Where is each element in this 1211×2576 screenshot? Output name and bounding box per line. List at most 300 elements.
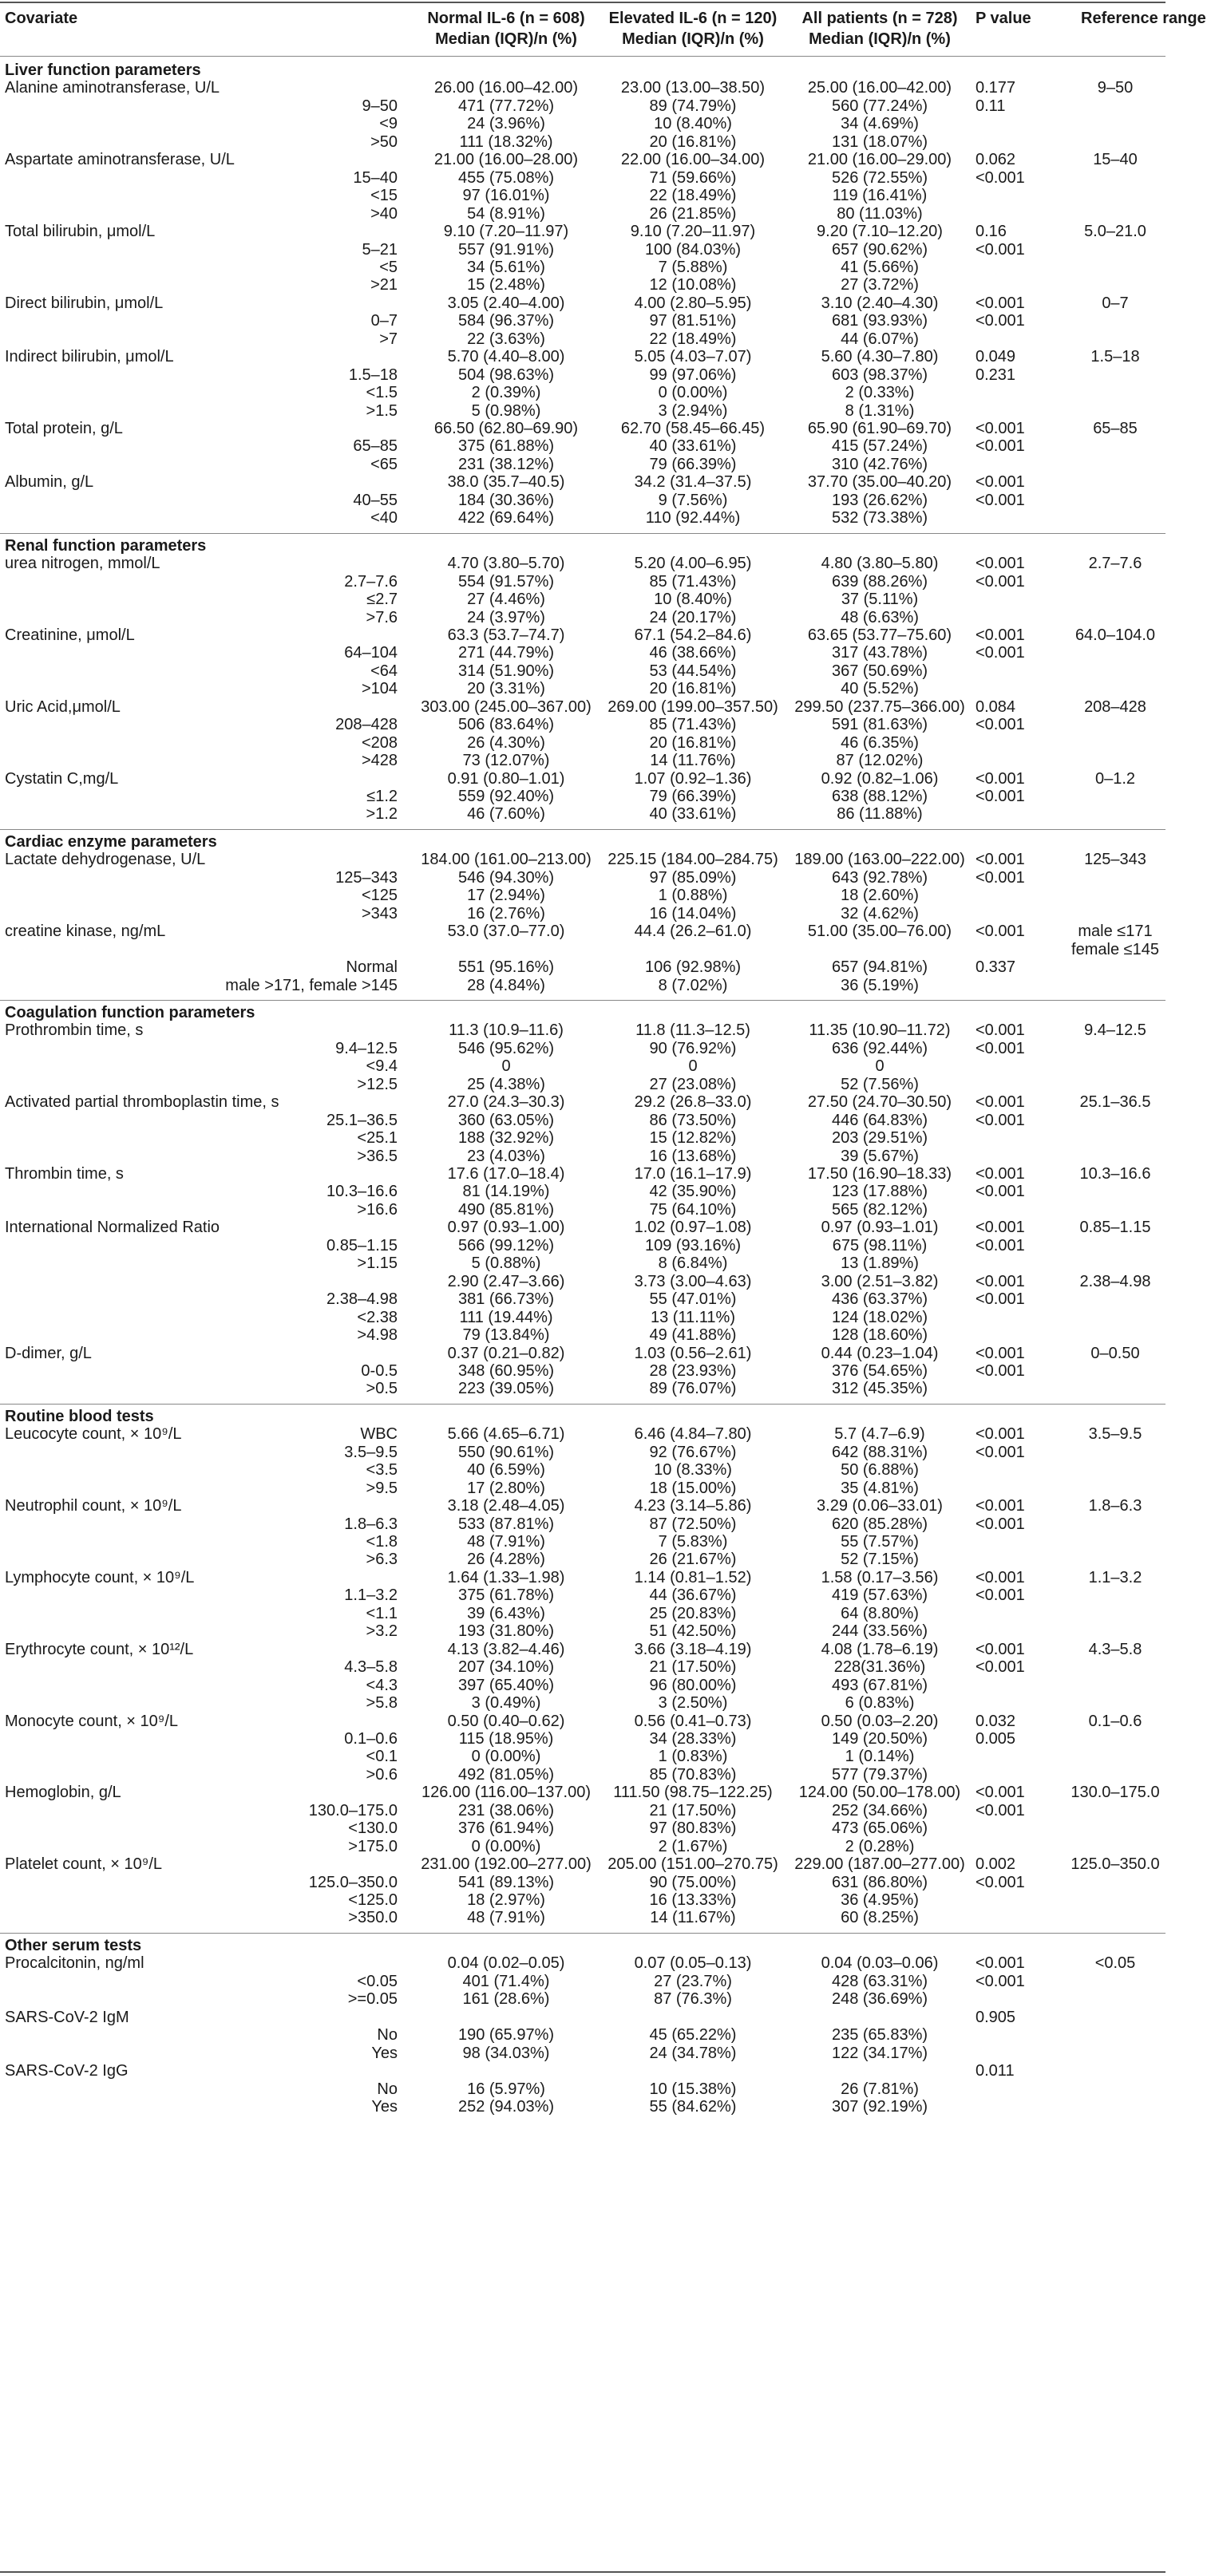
- cell-elevated: 16 (14.04%): [649, 904, 737, 923]
- cell-all: 248 (36.69%): [831, 1990, 928, 2009]
- cell-all: 11.35 (10.90–11.72): [809, 1021, 951, 1040]
- cell-normal: 16 (5.97%): [467, 2080, 545, 2098]
- cell-normal: 231 (38.12%): [457, 455, 555, 473]
- cell-p-value: <0.001: [976, 868, 1025, 887]
- row-sublabel: <9: [379, 115, 398, 133]
- cell-normal: 303.00 (245.00–367.00): [421, 697, 592, 716]
- cell-elevated: 92 (76.67%): [649, 1443, 737, 1461]
- cell-elevated: 26 (21.85%): [649, 204, 737, 223]
- cell-all: 41 (5.66%): [841, 258, 919, 276]
- cell-elevated: 20 (16.81%): [649, 680, 737, 698]
- row-sublabel: >4.98: [357, 1326, 398, 1345]
- cell-elevated: 7 (5.83%): [658, 1533, 728, 1551]
- section-divider: [0, 533, 1165, 534]
- row-sublabel: >428: [361, 752, 398, 770]
- cell-p-value: 0.002: [976, 1855, 1016, 1874]
- row-sublabel: 65–85: [353, 437, 398, 456]
- section-title: Cardiac enzyme parameters: [5, 832, 217, 851]
- cell-reference: male ≤171: [1078, 923, 1153, 941]
- cell-elevated: 8 (6.84%): [658, 1254, 728, 1273]
- cell-normal: 27.0 (24.3–30.3): [447, 1093, 565, 1112]
- cell-elevated: 85 (71.43%): [649, 572, 737, 591]
- cell-reference: 3.5–9.5: [1088, 1425, 1142, 1444]
- cell-p-value: <0.001: [976, 1039, 1025, 1057]
- cell-normal: 11.3 (10.9–11.6): [449, 1021, 564, 1040]
- cell-elevated: 205.00 (151.00–270.75): [607, 1855, 778, 1874]
- cell-elevated: 62.70 (58.45–66.45): [620, 420, 766, 437]
- cell-all: 229.00 (187.00–277.00): [794, 1855, 965, 1874]
- section-divider: [0, 1933, 1165, 1934]
- cell-normal: 2 (0.39%): [471, 384, 541, 402]
- cell-p-value: <0.001: [976, 1093, 1025, 1112]
- row-label: International Normalized Ratio: [5, 1219, 220, 1237]
- row-label: Alanine aminotransferase, U/L: [5, 79, 220, 97]
- cell-reference: 9–50: [1097, 79, 1134, 97]
- cell-normal: 4.70 (3.80–5.70): [447, 555, 565, 573]
- cell-reference: 1.5–18: [1090, 348, 1140, 366]
- cell-reference: 0–1.2: [1094, 769, 1136, 788]
- row-sublabel: 130.0–175.0: [308, 1801, 398, 1819]
- cell-all: 2 (0.28%): [845, 1837, 915, 1855]
- cell-p-value: <0.001: [976, 923, 1025, 941]
- cell-elevated: 1.02 (0.97–1.08): [634, 1219, 752, 1237]
- row-label: Aspartate aminotransferase, U/L: [5, 151, 235, 169]
- cell-normal: 9.10 (7.20–11.97): [443, 223, 569, 241]
- row-sublabel: >0.6: [366, 1765, 398, 1784]
- cell-normal: 348 (60.95%): [457, 1361, 555, 1380]
- cell-p-value: <0.001: [976, 1021, 1025, 1040]
- cell-elevated: 225.15 (184.00–284.75): [607, 851, 778, 869]
- cell-normal: 188 (32.92%): [457, 1129, 555, 1148]
- cell-elevated: 44 (36.67%): [649, 1586, 737, 1605]
- cell-all: 228(31.36%): [833, 1658, 926, 1677]
- row-sublabel: 2.7–7.6: [344, 572, 398, 591]
- cell-all: 419 (57.63%): [831, 1586, 928, 1605]
- header-normal-stat: Median (IQR)/n (%): [435, 30, 577, 48]
- cell-elevated: 22 (18.49%): [649, 330, 737, 348]
- cell-all: 60 (8.25%): [841, 1909, 919, 1927]
- cell-normal: 506 (83.64%): [457, 716, 555, 734]
- cell-all: 40 (5.52%): [841, 680, 919, 698]
- cell-elevated: 90 (76.92%): [649, 1039, 737, 1057]
- cell-normal: 20 (3.31%): [467, 680, 545, 698]
- cell-reference: 10.3–16.6: [1079, 1165, 1151, 1183]
- cell-all: 36 (4.95%): [841, 1891, 919, 1909]
- cell-p-value: <0.001: [976, 1219, 1025, 1237]
- row-sublabel: 1.1–3.2: [344, 1586, 398, 1605]
- row-label: D-dimer, g/L: [5, 1344, 92, 1362]
- row-label: Direct bilirubin, μmol/L: [5, 294, 164, 312]
- cell-normal: 184.00 (161.00–213.00): [421, 851, 592, 869]
- cell-normal: 397 (65.40%): [457, 1676, 555, 1694]
- cell-all: 25.00 (16.00–42.00): [807, 79, 952, 97]
- cell-elevated: 55 (47.01%): [649, 1290, 737, 1309]
- cell-normal: 15 (2.48%): [467, 276, 545, 294]
- row-sublabel: 125–343: [335, 868, 398, 887]
- row-sublabel: <2.38: [357, 1308, 398, 1326]
- cell-normal: 66.50 (62.80–69.90): [433, 420, 579, 437]
- cell-normal: 231.00 (192.00–277.00): [421, 1855, 592, 1874]
- cell-p-value: <0.001: [976, 1425, 1025, 1444]
- cell-elevated: 10 (8.40%): [654, 115, 732, 133]
- cell-normal: 81 (14.19%): [462, 1183, 550, 1201]
- cell-normal: 97 (16.01%): [462, 187, 550, 205]
- cell-p-value: <0.001: [976, 1443, 1025, 1461]
- row-sublabel: 4.3–5.8: [344, 1658, 398, 1677]
- header-reference-range: Reference range: [1081, 10, 1206, 27]
- cell-normal: 79 (13.84%): [462, 1326, 550, 1345]
- cell-p-value: <0.001: [976, 1586, 1025, 1605]
- cell-p-value: <0.001: [976, 1165, 1025, 1183]
- row-sublabel: >1.5: [366, 401, 398, 420]
- cell-normal: 533 (87.81%): [457, 1515, 555, 1533]
- row-sublabel: <130.0: [348, 1819, 398, 1838]
- row-sublabel: >5.8: [366, 1694, 398, 1713]
- cell-elevated: 51 (42.50%): [649, 1622, 737, 1641]
- row-sublabel: >0.5: [366, 1380, 398, 1398]
- header-covariate: Covariate: [5, 10, 78, 27]
- row-sublabel: 9.4–12.5: [335, 1039, 398, 1057]
- header-all-stat: Median (IQR)/n (%): [809, 30, 951, 48]
- cell-p-value: <0.001: [976, 716, 1025, 734]
- row-label: urea nitrogen, mmol/L: [5, 555, 160, 573]
- cell-elevated: 15 (12.82%): [649, 1129, 737, 1148]
- cell-elevated: 71 (59.66%): [649, 168, 737, 187]
- row-sublabel: <5: [379, 258, 398, 276]
- cell-all: 376 (54.65%): [831, 1361, 928, 1380]
- row-sublabel: 1.5–18: [348, 365, 398, 384]
- cell-all: 3.00 (2.51–3.82): [821, 1272, 939, 1290]
- cell-p-value: <0.001: [976, 1640, 1025, 1658]
- cell-normal: 557 (91.91%): [457, 240, 555, 259]
- cell-elevated: 24 (20.17%): [649, 608, 737, 626]
- cell-p-value: 0.16: [976, 223, 1007, 241]
- cell-elevated: 1.07 (0.92–1.36): [634, 769, 752, 788]
- section-title: Other serum tests: [5, 1936, 142, 1954]
- cell-elevated: 53 (44.54%): [649, 662, 737, 680]
- cell-elevated: 1 (0.83%): [658, 1748, 728, 1766]
- cell-normal: 422 (69.64%): [457, 509, 555, 527]
- cell-elevated: 45 (65.22%): [649, 2026, 737, 2045]
- cell-all: 21.00 (16.00–29.00): [807, 151, 952, 169]
- cell-elevated: 14 (11.76%): [650, 752, 736, 770]
- cell-normal: 126.00 (116.00–137.00): [421, 1784, 592, 1802]
- cell-reference-2: female ≤145: [1071, 940, 1159, 958]
- cell-all: 446 (64.83%): [831, 1111, 928, 1129]
- cell-elevated: 40 (33.61%): [649, 437, 737, 456]
- cell-normal: 271 (44.79%): [457, 644, 555, 662]
- cell-elevated: 11.8 (11.3–12.5): [635, 1021, 750, 1040]
- cell-all: 643 (92.78%): [831, 868, 928, 887]
- cell-normal: 73 (12.07%): [462, 752, 550, 770]
- cell-p-value: <0.001: [976, 769, 1025, 788]
- cell-normal: 184 (30.36%): [457, 491, 555, 509]
- cell-normal: 38.0 (35.7–40.5): [447, 473, 565, 492]
- cell-p-value: 0.005: [976, 1729, 1016, 1748]
- cell-elevated: 0.56 (0.41–0.73): [634, 1712, 752, 1730]
- cell-elevated: 34.2 (31.4–37.5): [634, 473, 752, 492]
- cell-normal: 504 (98.63%): [457, 365, 555, 384]
- row-sublabel: Normal: [346, 958, 398, 977]
- cell-p-value: 0.905: [976, 2008, 1016, 2026]
- cell-normal: 559 (92.40%): [457, 788, 555, 805]
- cell-p-value: 0.062: [976, 151, 1016, 169]
- cell-elevated: 97 (85.09%): [649, 868, 737, 887]
- cell-all: 310 (42.76%): [831, 455, 928, 473]
- cell-normal: 401 (71.4%): [462, 1972, 550, 1990]
- cell-normal: 5 (0.88%): [471, 1254, 541, 1273]
- cell-elevated: 24 (34.78%): [649, 2044, 737, 2062]
- row-sublabel: <0.05: [357, 1972, 398, 1990]
- row-label: Creatinine, μmol/L: [5, 626, 135, 644]
- cell-reference: 65–85: [1093, 420, 1138, 437]
- cell-elevated: 55 (84.62%): [649, 2097, 737, 2116]
- cell-all: 473 (65.06%): [831, 1819, 928, 1838]
- cell-elevated: 9.10 (7.20–11.97): [630, 223, 756, 241]
- row-sublabel: No: [377, 2026, 398, 2045]
- cell-elevated: 100 (84.03%): [644, 240, 742, 259]
- cell-normal: 3.05 (2.40–4.00): [447, 294, 565, 312]
- cell-p-value: <0.001: [976, 1658, 1025, 1677]
- cell-all: 5.7 (4.7–6.9): [834, 1425, 925, 1444]
- cell-p-value: 0.084: [976, 697, 1016, 716]
- cell-elevated: 85 (70.83%): [649, 1765, 737, 1784]
- cell-p-value: <0.001: [976, 1954, 1025, 1973]
- cell-elevated: 79 (66.39%): [649, 455, 737, 473]
- cell-elevated: 34 (28.33%): [649, 1729, 737, 1748]
- cell-normal: 541 (89.13%): [457, 1873, 555, 1891]
- row-label: SARS-CoV-2 IgG: [5, 2062, 129, 2080]
- row-sublabel: >1.2: [366, 805, 398, 824]
- row-sublabel: 9–50: [362, 97, 398, 115]
- cell-reference: 0.1–0.6: [1088, 1712, 1142, 1730]
- cell-normal: 0.37 (0.21–0.82): [447, 1344, 565, 1362]
- cell-all: 51.00 (35.00–76.00): [807, 923, 952, 941]
- cell-normal: 252 (94.03%): [457, 2097, 555, 2116]
- row-sublabel: 2.38–4.98: [326, 1290, 398, 1309]
- cell-all: 18 (2.60%): [841, 887, 919, 905]
- cell-normal: 0.97 (0.93–1.00): [447, 1219, 565, 1237]
- row-sublabel: <4.3: [366, 1676, 398, 1694]
- table-bottom-rule: [0, 2571, 1165, 2573]
- cell-all: 80 (11.03%): [837, 204, 923, 223]
- cell-normal: 5 (0.98%): [471, 401, 541, 420]
- cell-normal: 22 (3.63%): [467, 330, 545, 348]
- cell-elevated: 79 (66.39%): [649, 788, 737, 805]
- cell-normal: 54 (8.91%): [467, 204, 545, 223]
- cell-all: 4.80 (3.80–5.80): [821, 555, 939, 573]
- cell-all: 307 (92.19%): [831, 2097, 928, 2116]
- row-label: Activated partial thromboplastin time, s: [5, 1093, 279, 1112]
- cell-p-value: <0.001: [976, 626, 1025, 644]
- cell-all: 27.50 (24.70–30.50): [807, 1093, 952, 1112]
- cell-normal: 21.00 (16.00–28.00): [433, 151, 579, 169]
- row-label: Total bilirubin, μmol/L: [5, 223, 156, 241]
- cell-elevated: 44.4 (26.2–61.0): [634, 923, 752, 941]
- cell-p-value: <0.001: [976, 420, 1025, 437]
- row-label: Uric Acid,μmol/L: [5, 697, 121, 716]
- cell-all: 9.20 (7.10–12.20): [817, 223, 943, 241]
- cell-all: 203 (29.51%): [831, 1129, 928, 1148]
- row-sublabel: <1.8: [366, 1533, 398, 1551]
- row-label: Monocyte count, × 10⁹/L: [5, 1712, 179, 1730]
- cell-normal: 53.0 (37.0–77.0): [447, 923, 565, 941]
- cell-all: 299.50 (237.75–366.00): [794, 697, 965, 716]
- cell-reference: <0.05: [1094, 1954, 1136, 1973]
- header-normal: Normal IL-6 (n = 608): [427, 10, 585, 27]
- row-sublabel: <15: [370, 187, 398, 205]
- row-sublabel: 0–7: [370, 312, 398, 330]
- cell-elevated: 3.73 (3.00–4.63): [634, 1272, 752, 1290]
- cell-normal: 26.00 (16.00–42.00): [433, 79, 579, 97]
- cell-normal: 24 (3.96%): [467, 115, 545, 133]
- cell-elevated: 2 (1.67%): [658, 1837, 728, 1855]
- cell-normal: 190 (65.97%): [457, 2026, 555, 2045]
- row-sublabel: 1.8–6.3: [344, 1515, 398, 1533]
- cell-elevated: 0.07 (0.05–0.13): [634, 1954, 752, 1973]
- cell-normal: 584 (96.37%): [457, 312, 555, 330]
- row-sublabel: <1.1: [366, 1604, 398, 1622]
- cell-normal: 231 (38.06%): [457, 1801, 555, 1819]
- cell-elevated: 17.0 (16.1–17.9): [634, 1165, 752, 1183]
- cell-all: 2 (0.33%): [845, 384, 915, 402]
- cell-normal: 26 (4.28%): [467, 1551, 545, 1569]
- cell-p-value: <0.001: [976, 491, 1025, 509]
- row-label: Neutrophil count, × 10⁹/L: [5, 1497, 182, 1515]
- cell-normal: 115 (18.95%): [458, 1729, 554, 1748]
- cell-p-value: <0.001: [976, 1290, 1025, 1309]
- cell-reference: 2.7–7.6: [1088, 555, 1142, 573]
- cell-all: 63.65 (53.77–75.60): [807, 626, 952, 644]
- cell-all: 0.97 (0.93–1.01): [821, 1219, 939, 1237]
- row-sublabel: 0.85–1.15: [326, 1236, 398, 1254]
- cell-reference: 64.0–104.0: [1074, 626, 1156, 644]
- cell-normal: 360 (63.05%): [457, 1111, 555, 1129]
- cell-normal: 98 (34.03%): [462, 2044, 550, 2062]
- cell-normal: 4.13 (3.82–4.46): [447, 1640, 565, 1658]
- cell-elevated: 16 (13.68%): [649, 1147, 737, 1165]
- cell-elevated: 3 (2.94%): [658, 401, 728, 420]
- cell-elevated: 75 (64.10%): [649, 1200, 737, 1219]
- cell-normal: 492 (81.05%): [457, 1765, 555, 1784]
- cell-normal: 3 (0.49%): [471, 1694, 541, 1713]
- cell-normal: 376 (61.94%): [457, 1819, 555, 1838]
- row-sublabel: No: [377, 2080, 398, 2098]
- cell-elevated: 12 (10.08%): [649, 276, 737, 294]
- row-label: Indirect bilirubin, μmol/L: [5, 348, 174, 366]
- cell-normal: 17 (2.94%): [467, 887, 545, 905]
- cell-all: 312 (45.35%): [831, 1380, 928, 1398]
- row-sublabel: WBC: [360, 1425, 398, 1444]
- cell-normal: 375 (61.78%): [457, 1586, 555, 1605]
- row-sublabel: <125: [361, 887, 398, 905]
- row-sublabel: 10.3–16.6: [326, 1183, 398, 1201]
- row-sublabel: <125.0: [348, 1891, 398, 1909]
- cell-p-value: 0.231: [976, 365, 1016, 384]
- cell-reference: 208–428: [1084, 697, 1146, 716]
- cell-elevated: 1 (0.88%): [658, 887, 728, 905]
- cell-all: 415 (57.24%): [831, 437, 928, 456]
- cell-elevated: 109 (93.16%): [644, 1236, 742, 1254]
- cell-all: 3.10 (2.40–4.30): [821, 294, 939, 312]
- cell-all: 642 (88.31%): [831, 1443, 928, 1461]
- cell-elevated: 13 (11.11%): [651, 1308, 735, 1326]
- cell-p-value: <0.001: [976, 1972, 1025, 1990]
- cell-all: 131 (18.07%): [831, 132, 928, 151]
- cell-reference: 15–40: [1093, 151, 1138, 169]
- cell-normal: 554 (91.57%): [457, 572, 555, 591]
- cell-elevated: 10 (8.40%): [654, 591, 732, 609]
- cell-p-value: <0.001: [976, 644, 1025, 662]
- cell-all: 577 (79.37%): [831, 1765, 928, 1784]
- cell-all: 128 (18.60%): [831, 1326, 928, 1345]
- cell-all: 493 (67.81%): [831, 1676, 928, 1694]
- row-label: SARS-CoV-2 IgM: [5, 2008, 129, 2026]
- cell-all: 631 (86.80%): [831, 1873, 928, 1891]
- cell-all: 32 (4.62%): [841, 904, 919, 923]
- cell-elevated: 0: [688, 1057, 698, 1076]
- cell-elevated: 4.23 (3.14–5.86): [634, 1497, 752, 1515]
- cell-all: 591 (81.63%): [831, 716, 928, 734]
- cell-normal: 40 (6.59%): [467, 1461, 545, 1480]
- cell-normal: 314 (51.90%): [457, 662, 555, 680]
- cell-normal: 26 (4.30%): [467, 733, 545, 752]
- row-sublabel: <65: [370, 455, 398, 473]
- cell-elevated: 20 (16.81%): [649, 733, 737, 752]
- cell-elevated: 6.46 (4.84–7.80): [634, 1425, 752, 1444]
- row-sublabel: 64–104: [344, 644, 398, 662]
- cell-normal: 46 (7.60%): [467, 805, 545, 824]
- cell-elevated: 111.50 (98.75–122.25): [613, 1784, 773, 1802]
- row-label: Thrombin time, s: [5, 1165, 124, 1183]
- cell-all: 638 (88.12%): [831, 788, 928, 805]
- cell-all: 244 (33.56%): [831, 1622, 928, 1641]
- cell-normal: 63.3 (53.7–74.7): [447, 626, 565, 644]
- cell-all: 52 (7.15%): [841, 1551, 919, 1569]
- cell-elevated: 87 (76.3%): [654, 1990, 732, 2009]
- cell-reference: 2.38–4.98: [1079, 1272, 1151, 1290]
- cell-p-value: <0.001: [976, 788, 1025, 805]
- cell-all: 6 (0.83%): [845, 1694, 915, 1713]
- cell-all: 367 (50.69%): [831, 662, 928, 680]
- cell-normal: 193 (31.80%): [457, 1622, 555, 1641]
- cell-all: 657 (90.62%): [831, 240, 928, 259]
- row-label: creatine kinase, ng/mL: [5, 923, 166, 941]
- row-sublabel: ≤2.7: [366, 591, 398, 609]
- cell-all: 681 (93.93%): [831, 312, 928, 330]
- row-sublabel: Yes: [371, 2044, 398, 2062]
- cell-normal: 1.64 (1.33–1.98): [447, 1568, 565, 1586]
- cell-all: 26 (7.81%): [841, 2080, 919, 2098]
- cell-all: 48 (6.63%): [841, 608, 919, 626]
- section-divider: [0, 829, 1165, 830]
- cell-p-value: <0.001: [976, 1873, 1025, 1891]
- cell-p-value: <0.001: [976, 1236, 1025, 1254]
- section-title: Routine blood tests: [5, 1407, 154, 1425]
- cell-all: 0.44 (0.23–1.04): [821, 1344, 939, 1362]
- cell-all: 0.04 (0.03–0.06): [821, 1954, 939, 1973]
- cell-elevated: 8 (7.02%): [658, 976, 728, 994]
- cell-elevated: 27 (23.08%): [649, 1075, 737, 1093]
- cell-elevated: 0 (0.00%): [658, 384, 728, 402]
- cell-elevated: 96 (80.00%): [649, 1676, 737, 1694]
- cell-normal: 375 (61.88%): [457, 437, 555, 456]
- cell-all: 620 (85.28%): [831, 1515, 928, 1533]
- row-sublabel: >9.5: [366, 1479, 398, 1497]
- cell-normal: 3.18 (2.48–4.05): [447, 1497, 565, 1515]
- cell-all: 0.50 (0.03–2.20): [821, 1712, 939, 1730]
- cell-p-value: 0.049: [976, 348, 1016, 366]
